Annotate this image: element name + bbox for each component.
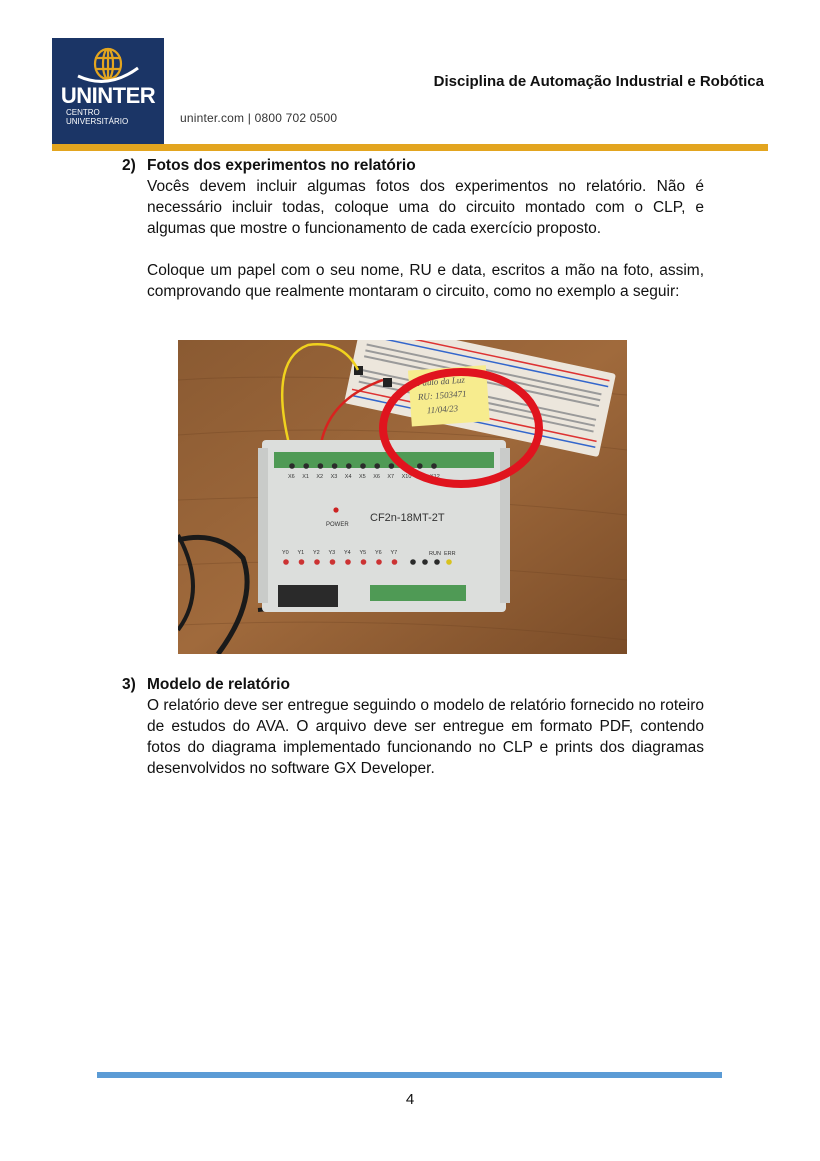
- output-led: [392, 559, 398, 565]
- output-label: Y7: [390, 550, 398, 556]
- input-terminal: [332, 463, 338, 469]
- input-label: X6: [288, 474, 295, 480]
- output-label: Y6: [375, 550, 382, 556]
- section-number: 2): [122, 157, 136, 174]
- section-photos: [122, 155, 704, 302]
- output-label: Y1: [297, 550, 305, 556]
- logo-subtitle-1: CENTRO: [66, 108, 100, 117]
- input-terminal: [374, 463, 380, 469]
- input-terminal: [346, 463, 352, 469]
- output-label: Y4: [344, 550, 351, 556]
- input-terminal: [417, 463, 423, 469]
- status-terminal: [446, 559, 452, 565]
- note-line-2: RU: 1503471: [417, 388, 467, 402]
- input-label: X10: [401, 474, 412, 480]
- paragraph: Vocês devem incluir algumas fotos dos experimentos no relatório. Não é necessário incluir todas, coloque uma do circuito montado com o CLP, e algumas que mostre o funcionamento de cada exercício proposto.: [147, 178, 704, 237]
- output-label: Y3: [328, 550, 336, 556]
- output-led: [376, 559, 382, 565]
- output-label: Y2: [313, 550, 320, 556]
- header-divider: [52, 144, 768, 151]
- output-led: [361, 559, 367, 565]
- output-led: [283, 559, 289, 565]
- section-heading: Modelo de relatório: [147, 676, 290, 693]
- plc-photo: [178, 340, 627, 654]
- output-led: [330, 559, 336, 565]
- status-terminal: [410, 559, 416, 565]
- output-label: Y0: [282, 550, 289, 556]
- err-label: ERR: [444, 551, 456, 557]
- input-label: X7: [387, 474, 395, 480]
- input-terminal: [431, 463, 437, 469]
- footer-divider: [97, 1072, 722, 1078]
- paragraph: Coloque um papel com o seu nome, RU e data, escritos a mão na foto, assim, comprovando que realmente montaram o circuito, como no exemplo a seguir:: [147, 262, 704, 300]
- input-label: X5: [359, 474, 366, 480]
- note-line-3: 11/04/23: [426, 403, 459, 416]
- status-terminal: [422, 559, 428, 565]
- output-label: Y5: [359, 550, 367, 556]
- discipline-title: Disciplina de Automação Industrial e Robótica: [433, 73, 764, 90]
- status-terminal: [434, 559, 440, 565]
- section-number: 3): [122, 676, 136, 693]
- logo-brand: UNINTER: [60, 83, 156, 108]
- paragraph: O relatório deve ser entregue seguindo o modelo de relatório fornecido no roteiro de estudos do AVA. O arquivo deve ser entregue em formato PDF, contendo fotos do diagrama implementado funcionando no CLP e prints dos diagramas desenvolvidos no software GX Developer.: [147, 697, 704, 777]
- output-led: [299, 559, 305, 565]
- input-terminal: [303, 463, 309, 469]
- input-label: X2: [316, 474, 324, 480]
- input-terminal: [318, 463, 324, 469]
- globe-icon: [52, 38, 164, 88]
- section-report-model: [122, 674, 704, 779]
- input-label: X12: [430, 474, 440, 480]
- input-terminal: [360, 463, 366, 469]
- uninter-logo: [52, 38, 164, 144]
- section-heading: Fotos dos experimentos no relatório: [147, 157, 416, 174]
- power-label: POWER: [326, 522, 349, 528]
- output-led: [314, 559, 320, 565]
- output-led: [345, 559, 351, 565]
- input-label: X11: [415, 474, 426, 480]
- note-line-1: Paulo da Luz: [416, 374, 466, 388]
- power-led: [333, 507, 338, 512]
- input-label: X6: [373, 474, 380, 480]
- plc-model-label: CF2n-18MT-2T: [370, 512, 445, 524]
- input-label: X1: [302, 474, 309, 480]
- input-label: X4: [344, 474, 352, 480]
- input-label: X3: [330, 474, 338, 480]
- page-number: 4: [405, 1091, 415, 1108]
- logo-subtitle-2: UNIVERSITÁRIO: [66, 117, 129, 126]
- input-terminal: [289, 463, 295, 469]
- run-label: RUN: [429, 551, 441, 557]
- input-terminal: [389, 463, 395, 469]
- contact-info: uninter.com | 0800 702 0500: [180, 111, 338, 125]
